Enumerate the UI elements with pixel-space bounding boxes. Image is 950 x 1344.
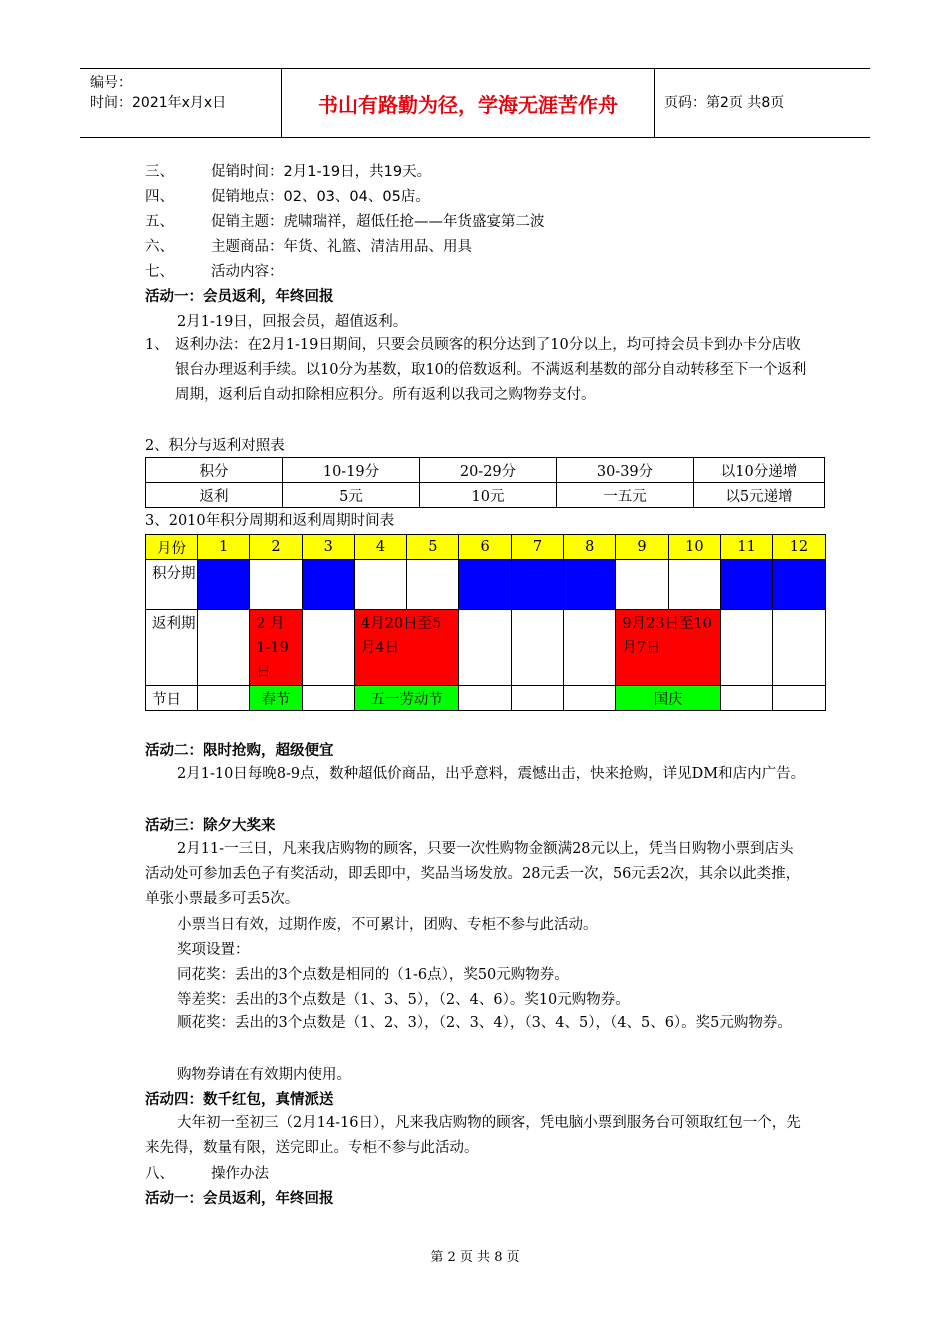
points-cell [720, 560, 772, 610]
holiday-cell: 国庆 [616, 686, 721, 711]
section-text: 操作办法 [211, 1166, 269, 1182]
table-cell: 以10分递增 [694, 458, 825, 483]
coupon-note: 购物券请在有效期内使用。 [177, 1067, 351, 1083]
empty-cell [773, 610, 825, 686]
holiday-cell: 春节 [250, 686, 302, 711]
table-cell: 返利 [146, 483, 283, 508]
empty-cell [511, 610, 563, 686]
section-4 [145, 187, 430, 207]
header-meta [80, 69, 282, 137]
table-row [146, 483, 825, 508]
page-header [80, 68, 870, 138]
empty-cell [459, 686, 511, 711]
activity2-text: 2月1-10日每晚8-9点，数种超低价商品，出乎意料，震憾出击，快来抢购，详见DM和店内广告。 [177, 766, 806, 782]
empty-cell [459, 610, 511, 686]
empty-cell [250, 560, 302, 610]
activity4-title: 活动四：数千红包，真情派送 [145, 1092, 334, 1108]
rebate-period-cell: 9月23日至10月7日 [616, 610, 721, 686]
number-label: 编号： [90, 75, 132, 91]
points-label: 积分期 [146, 560, 198, 610]
activity3-text: 2月11-一三日，凡来我店购物的顾客，只要一次性购物金额满28元以上，凭当日购物小票到店头活动处可参加丢色子有奖活动，即丢即中，奖品当场发放。28元丢一次，56元丢2次，其余以此类推，单张小票最多可丢5次。 [145, 841, 801, 907]
table-cell: 20-29分 [420, 458, 557, 483]
section-3 [145, 162, 431, 182]
prize-3: 顺花奖：丢出的3个点数是（1、2、3），（2、3、4），（3、4、5），（4、5、6）。奖5元购物券。 [177, 1015, 792, 1031]
empty-cell [773, 686, 825, 711]
empty-cell [302, 686, 354, 711]
activity1b-title: 活动一：会员返利，年终回报 [145, 1191, 334, 1207]
table-row [146, 458, 825, 483]
month-cell: 6 [459, 535, 511, 560]
month-row [146, 535, 826, 560]
rebate-period-cell: 2 月 1-19 日 [250, 610, 302, 686]
section-text: 主题商品：年货、礼篮、清洁用品、用具 [211, 239, 472, 255]
empty-cell [407, 560, 459, 610]
holiday-label: 节日 [146, 686, 198, 711]
empty-cell [354, 560, 406, 610]
table-cell: 一五元 [557, 483, 694, 508]
table-cell: 以5元递增 [694, 483, 825, 508]
month-cell: 3 [302, 535, 354, 560]
section-number: 四、 [145, 189, 174, 205]
section-number: 三、 [145, 164, 174, 180]
activity4-text: 大年初一至初三（2月14-16日），凡来我店购物的顾客，凭电脑小票到服务台可领取红包一个，先来先得，数量有限，送完即止。专柜不参与此活动。 [145, 1115, 801, 1156]
activity3-title: 活动三：除夕大奖来 [145, 818, 276, 834]
section-text: 活动内容： [211, 264, 284, 280]
points-rebate-table [145, 457, 825, 508]
empty-cell [564, 610, 616, 686]
points-cell [459, 560, 511, 610]
prize-1: 同花奖：丢出的3个点数是相同的（1-6点），奖50元购物券。 [177, 967, 569, 983]
month-cell: 8 [564, 535, 616, 560]
month-header: 月份 [146, 535, 198, 560]
empty-cell [511, 686, 563, 711]
table-cell: 10元 [420, 483, 557, 508]
points-cell [511, 560, 563, 610]
section-text: 促销主题：虎啸瑞祥，超低任抢——年货盛宴第二波 [211, 214, 545, 230]
month-cell: 9 [616, 535, 668, 560]
holiday-row [146, 686, 826, 711]
section-text: 促销地点：02、03、04、05店。 [211, 189, 430, 205]
section-8 [145, 1164, 269, 1184]
month-cell: 2 [250, 535, 302, 560]
section-text: 促销时间：2月1-19日，共19天。 [211, 164, 432, 180]
empty-cell [198, 610, 250, 686]
section-number: 七、 [145, 264, 174, 280]
activity2-title: 活动二：限时抢购，超级便宜 [145, 743, 334, 759]
month-cell: 5 [407, 535, 459, 560]
month-cell: 11 [720, 535, 772, 560]
activity1-item1 [145, 333, 807, 408]
section-7 [145, 262, 284, 282]
month-cell: 7 [511, 535, 563, 560]
month-cell: 4 [354, 535, 406, 560]
points-cell [564, 560, 616, 610]
empty-cell [198, 686, 250, 711]
activity1-intro: 2月1-19日，回报会员，超值返利。 [177, 314, 408, 330]
empty-cell [302, 610, 354, 686]
section-number: 五、 [145, 214, 174, 230]
month-cell: 12 [773, 535, 825, 560]
table-cell: 10-19分 [283, 458, 420, 483]
table-cell: 30-39分 [557, 458, 694, 483]
item-text: 返利办法：在2月1-19日期间，只要会员顾客的积分达到了10分以上，均可持会员卡到办卡分店收银台办理返利手续。以10分为基数，取10的倍数返利。不满返利基数的部分自动转移至下一个返利周期，返利后自动扣除相应积分。所有返利以我司之购物券支付。 [175, 337, 807, 403]
item-number: 1、 [145, 337, 169, 353]
activity1-item3: 3、2010年积分周期和返利周期时间表 [145, 513, 395, 529]
rebate-label: 返利期 [146, 610, 198, 686]
points-cell [302, 560, 354, 610]
points-row [146, 560, 826, 610]
holiday-cell: 五一劳动节 [354, 686, 459, 711]
prizes-title: 奖项设置： [177, 942, 250, 958]
activity1-title: 活动一：会员返利，年终回报 [145, 289, 334, 305]
section-number: 八、 [145, 1166, 174, 1182]
rebate-row [146, 610, 826, 686]
activity1-item2: 2、积分与返利对照表 [145, 438, 285, 454]
prize-2: 等差奖：丢出的3个点数是（1、3、5），（2、4、6）。奖10元购物券。 [177, 992, 630, 1008]
section-6 [145, 237, 472, 257]
rebate-period-cell: 4月20日至5月4日 [354, 610, 459, 686]
empty-cell [720, 686, 772, 711]
empty-cell [720, 610, 772, 686]
header-motto: 书山有路勤为径，学海无涯苦作舟 [282, 69, 655, 137]
empty-cell [616, 560, 668, 610]
month-cell: 1 [198, 535, 250, 560]
section-number: 六、 [145, 239, 174, 255]
activity3-note: 小票当日有效，过期作废，不可累计，团购、专柜不参与此活动。 [177, 917, 598, 933]
empty-cell [668, 560, 720, 610]
table-cell: 积分 [146, 458, 283, 483]
points-cell [198, 560, 250, 610]
page-footer: 第 2 页 共 8 页 [430, 1250, 520, 1265]
cycle-schedule-table [145, 534, 826, 711]
time-label: 时间：2021年x月x日 [90, 95, 227, 111]
points-cell [773, 560, 825, 610]
empty-cell [564, 686, 616, 711]
month-cell: 10 [668, 535, 720, 560]
section-5 [145, 212, 545, 232]
table-cell: 5元 [283, 483, 420, 508]
header-page-info: 页码：第2页 共8页 [664, 95, 785, 111]
